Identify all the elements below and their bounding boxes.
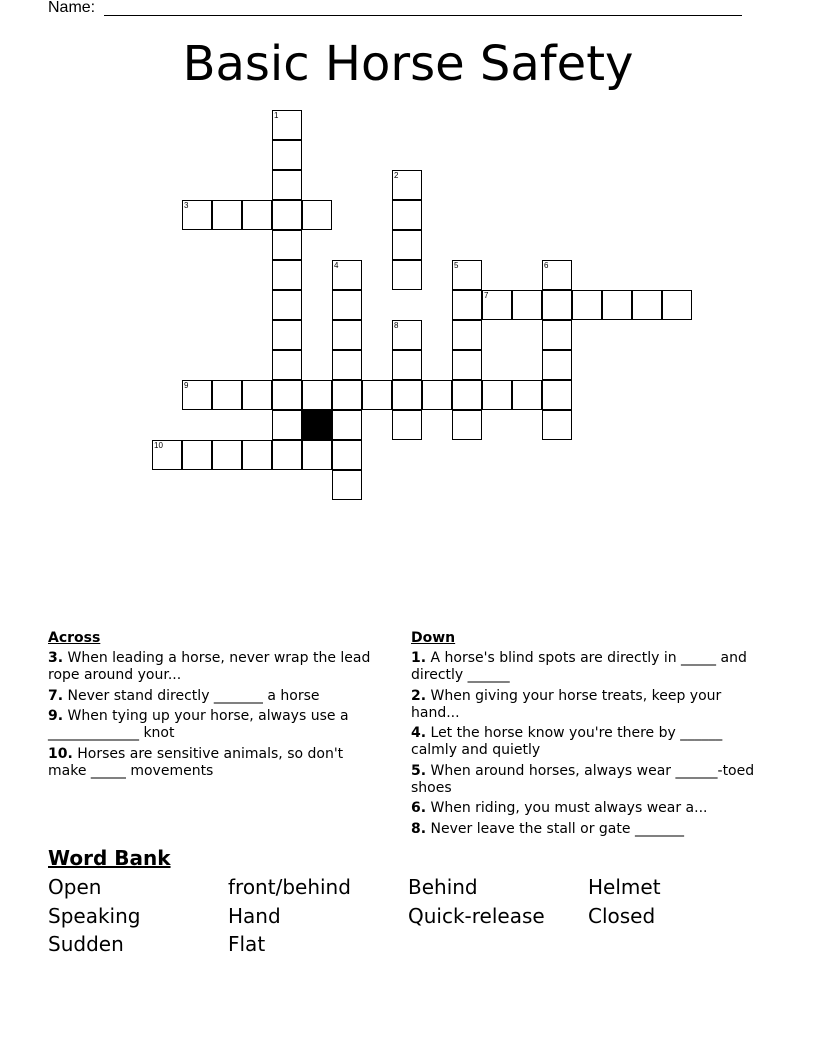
grid-cell[interactable]	[482, 290, 512, 320]
clue-text: Never stand directly _______ a horse	[63, 687, 320, 704]
grid-cell[interactable]	[272, 140, 302, 170]
clue-number: 4.	[411, 725, 427, 741]
clue-across-3	[48, 650, 378, 684]
clue-across-9	[48, 708, 378, 742]
across-clues	[48, 630, 378, 783]
down-heading: Down	[411, 630, 456, 646]
clue-number-label: 9	[184, 381, 189, 390]
clue-across-7	[48, 688, 378, 705]
grid-cell[interactable]	[392, 350, 422, 380]
grid-cell[interactable]	[512, 290, 542, 320]
clue-down-4	[411, 725, 756, 759]
grid-cell[interactable]	[452, 320, 482, 350]
clue-down-6	[411, 800, 756, 817]
clue-text: Never leave the stall or gate _______	[426, 820, 684, 837]
grid-cell[interactable]	[302, 380, 332, 410]
clue-number: 9.	[48, 708, 64, 724]
grid-cell[interactable]	[212, 380, 242, 410]
word-bank-word: Hand	[228, 904, 281, 928]
grid-cell[interactable]	[572, 290, 602, 320]
across-heading: Across	[48, 630, 101, 646]
grid-cell[interactable]	[392, 230, 422, 260]
grid-cell[interactable]	[332, 290, 362, 320]
word-bank-word: front/behind	[228, 875, 351, 899]
grid-cell[interactable]	[542, 290, 572, 320]
grid-cell[interactable]	[422, 380, 452, 410]
clue-number-label: 1	[274, 111, 279, 120]
clue-text: When leading a horse, never wrap the lead rope around your...	[48, 650, 371, 683]
grid-cell[interactable]	[242, 380, 272, 410]
word-bank-word: Open	[48, 875, 102, 899]
clue-number: 5.	[411, 762, 427, 779]
grid-cell[interactable]	[542, 320, 572, 350]
grid-cell[interactable]	[392, 410, 422, 440]
grid-cell[interactable]	[542, 380, 572, 410]
grid-cell[interactable]	[272, 410, 302, 440]
grid-cell[interactable]	[272, 290, 302, 320]
down-clues	[411, 630, 756, 841]
grid-cell[interactable]	[362, 380, 392, 410]
grid-cell[interactable]	[392, 170, 422, 200]
grid-cell[interactable]	[332, 440, 362, 470]
clue-number: 8.	[411, 820, 427, 837]
grid-cell[interactable]	[272, 170, 302, 200]
grid-cell[interactable]	[482, 380, 512, 410]
grid-cell[interactable]	[212, 200, 242, 230]
grid-cell[interactable]	[302, 200, 332, 230]
clue-text: When giving your horse treats, keep your hand...	[411, 687, 722, 721]
word-bank-title: Word Bank	[48, 846, 171, 870]
grid-cell[interactable]	[332, 260, 362, 290]
grid-cell[interactable]	[542, 260, 572, 290]
grid-cell[interactable]	[272, 320, 302, 350]
grid-cell[interactable]	[332, 410, 362, 440]
grid-cell[interactable]	[302, 440, 332, 470]
clue-number-label: 6	[544, 261, 549, 270]
grid-cell[interactable]	[392, 200, 422, 230]
grid-cell[interactable]	[332, 470, 362, 500]
grid-cell[interactable]	[272, 200, 302, 230]
clue-number-label: 7	[484, 291, 489, 300]
word-bank-word: Helmet	[588, 875, 661, 899]
word-bank-word: Behind	[408, 875, 478, 899]
grid-cell[interactable]	[272, 260, 302, 290]
grid-cell[interactable]	[512, 380, 542, 410]
word-bank-word: Closed	[588, 904, 656, 928]
grid-cell[interactable]	[272, 230, 302, 260]
grid-cell[interactable]	[632, 290, 662, 320]
clue-number: 6.	[411, 800, 427, 816]
clue-text: When riding, you must always wear a...	[426, 800, 708, 816]
grid-cell[interactable]	[152, 440, 182, 470]
word-bank-word: Quick-release	[408, 904, 545, 928]
grid-cell[interactable]	[332, 380, 362, 410]
clue-text: Let the horse know you're there by ______ calmly and quietly	[411, 725, 723, 758]
clue-number-label: 2	[394, 171, 399, 180]
grid-cell[interactable]	[272, 380, 302, 410]
grid-cell[interactable]	[272, 110, 302, 140]
grid-cell[interactable]	[452, 260, 482, 290]
clue-number-label: 8	[394, 321, 399, 330]
grid-cell[interactable]	[212, 440, 242, 470]
black-grid-cell	[302, 410, 332, 440]
grid-cell[interactable]	[452, 380, 482, 410]
clue-down-1	[411, 650, 756, 684]
clue-number-label: 3	[184, 201, 189, 210]
grid-cell[interactable]	[332, 350, 362, 380]
word-bank-word: Speaking	[48, 904, 141, 928]
grid-cell[interactable]	[392, 320, 422, 350]
clue-number-label: 5	[454, 261, 459, 270]
clue-down-2	[411, 688, 756, 722]
grid-cell[interactable]	[242, 440, 272, 470]
grid-cell[interactable]	[242, 200, 272, 230]
page-title: Basic Horse Safety	[182, 36, 634, 92]
grid-cell[interactable]	[602, 290, 632, 320]
grid-cell[interactable]	[452, 290, 482, 320]
grid-cell[interactable]	[542, 410, 572, 440]
grid-cell[interactable]	[452, 350, 482, 380]
clue-text: Horses are sensitive animals, so don't make _____ movements	[48, 745, 344, 779]
clue-text: When around horses, always wear ______-toed shoes	[411, 762, 755, 796]
grid-cell[interactable]	[182, 380, 212, 410]
grid-cell[interactable]	[392, 380, 422, 410]
grid-cell[interactable]	[452, 410, 482, 440]
clue-number: 3.	[48, 650, 64, 666]
grid-cell[interactable]	[332, 320, 362, 350]
word-bank-word: Flat	[228, 932, 266, 956]
clue-across-10	[48, 746, 378, 780]
clue-number: 10.	[48, 745, 73, 762]
word-bank-word: Sudden	[48, 932, 124, 956]
clue-text: A horse's blind spots are directly in _____ and directly ______	[411, 650, 747, 683]
grid-cell[interactable]	[392, 260, 422, 290]
clue-number-label: 10	[154, 441, 163, 450]
grid-cell[interactable]	[272, 440, 302, 470]
clue-number: 7.	[48, 687, 64, 704]
grid-cell[interactable]	[182, 200, 212, 230]
grid-cell[interactable]	[272, 350, 302, 380]
grid-cell[interactable]	[542, 350, 572, 380]
clue-down-5	[411, 763, 756, 797]
grid-cell[interactable]	[662, 290, 692, 320]
clue-number: 2.	[411, 687, 427, 704]
clue-text: When tying up your horse, always use a _____________ knot	[48, 708, 349, 741]
clue-number-label: 4	[334, 261, 339, 270]
clue-number: 1.	[411, 650, 427, 666]
name-label: Name:	[48, 0, 96, 16]
grid-cell[interactable]	[182, 440, 212, 470]
clue-down-8	[411, 821, 756, 838]
